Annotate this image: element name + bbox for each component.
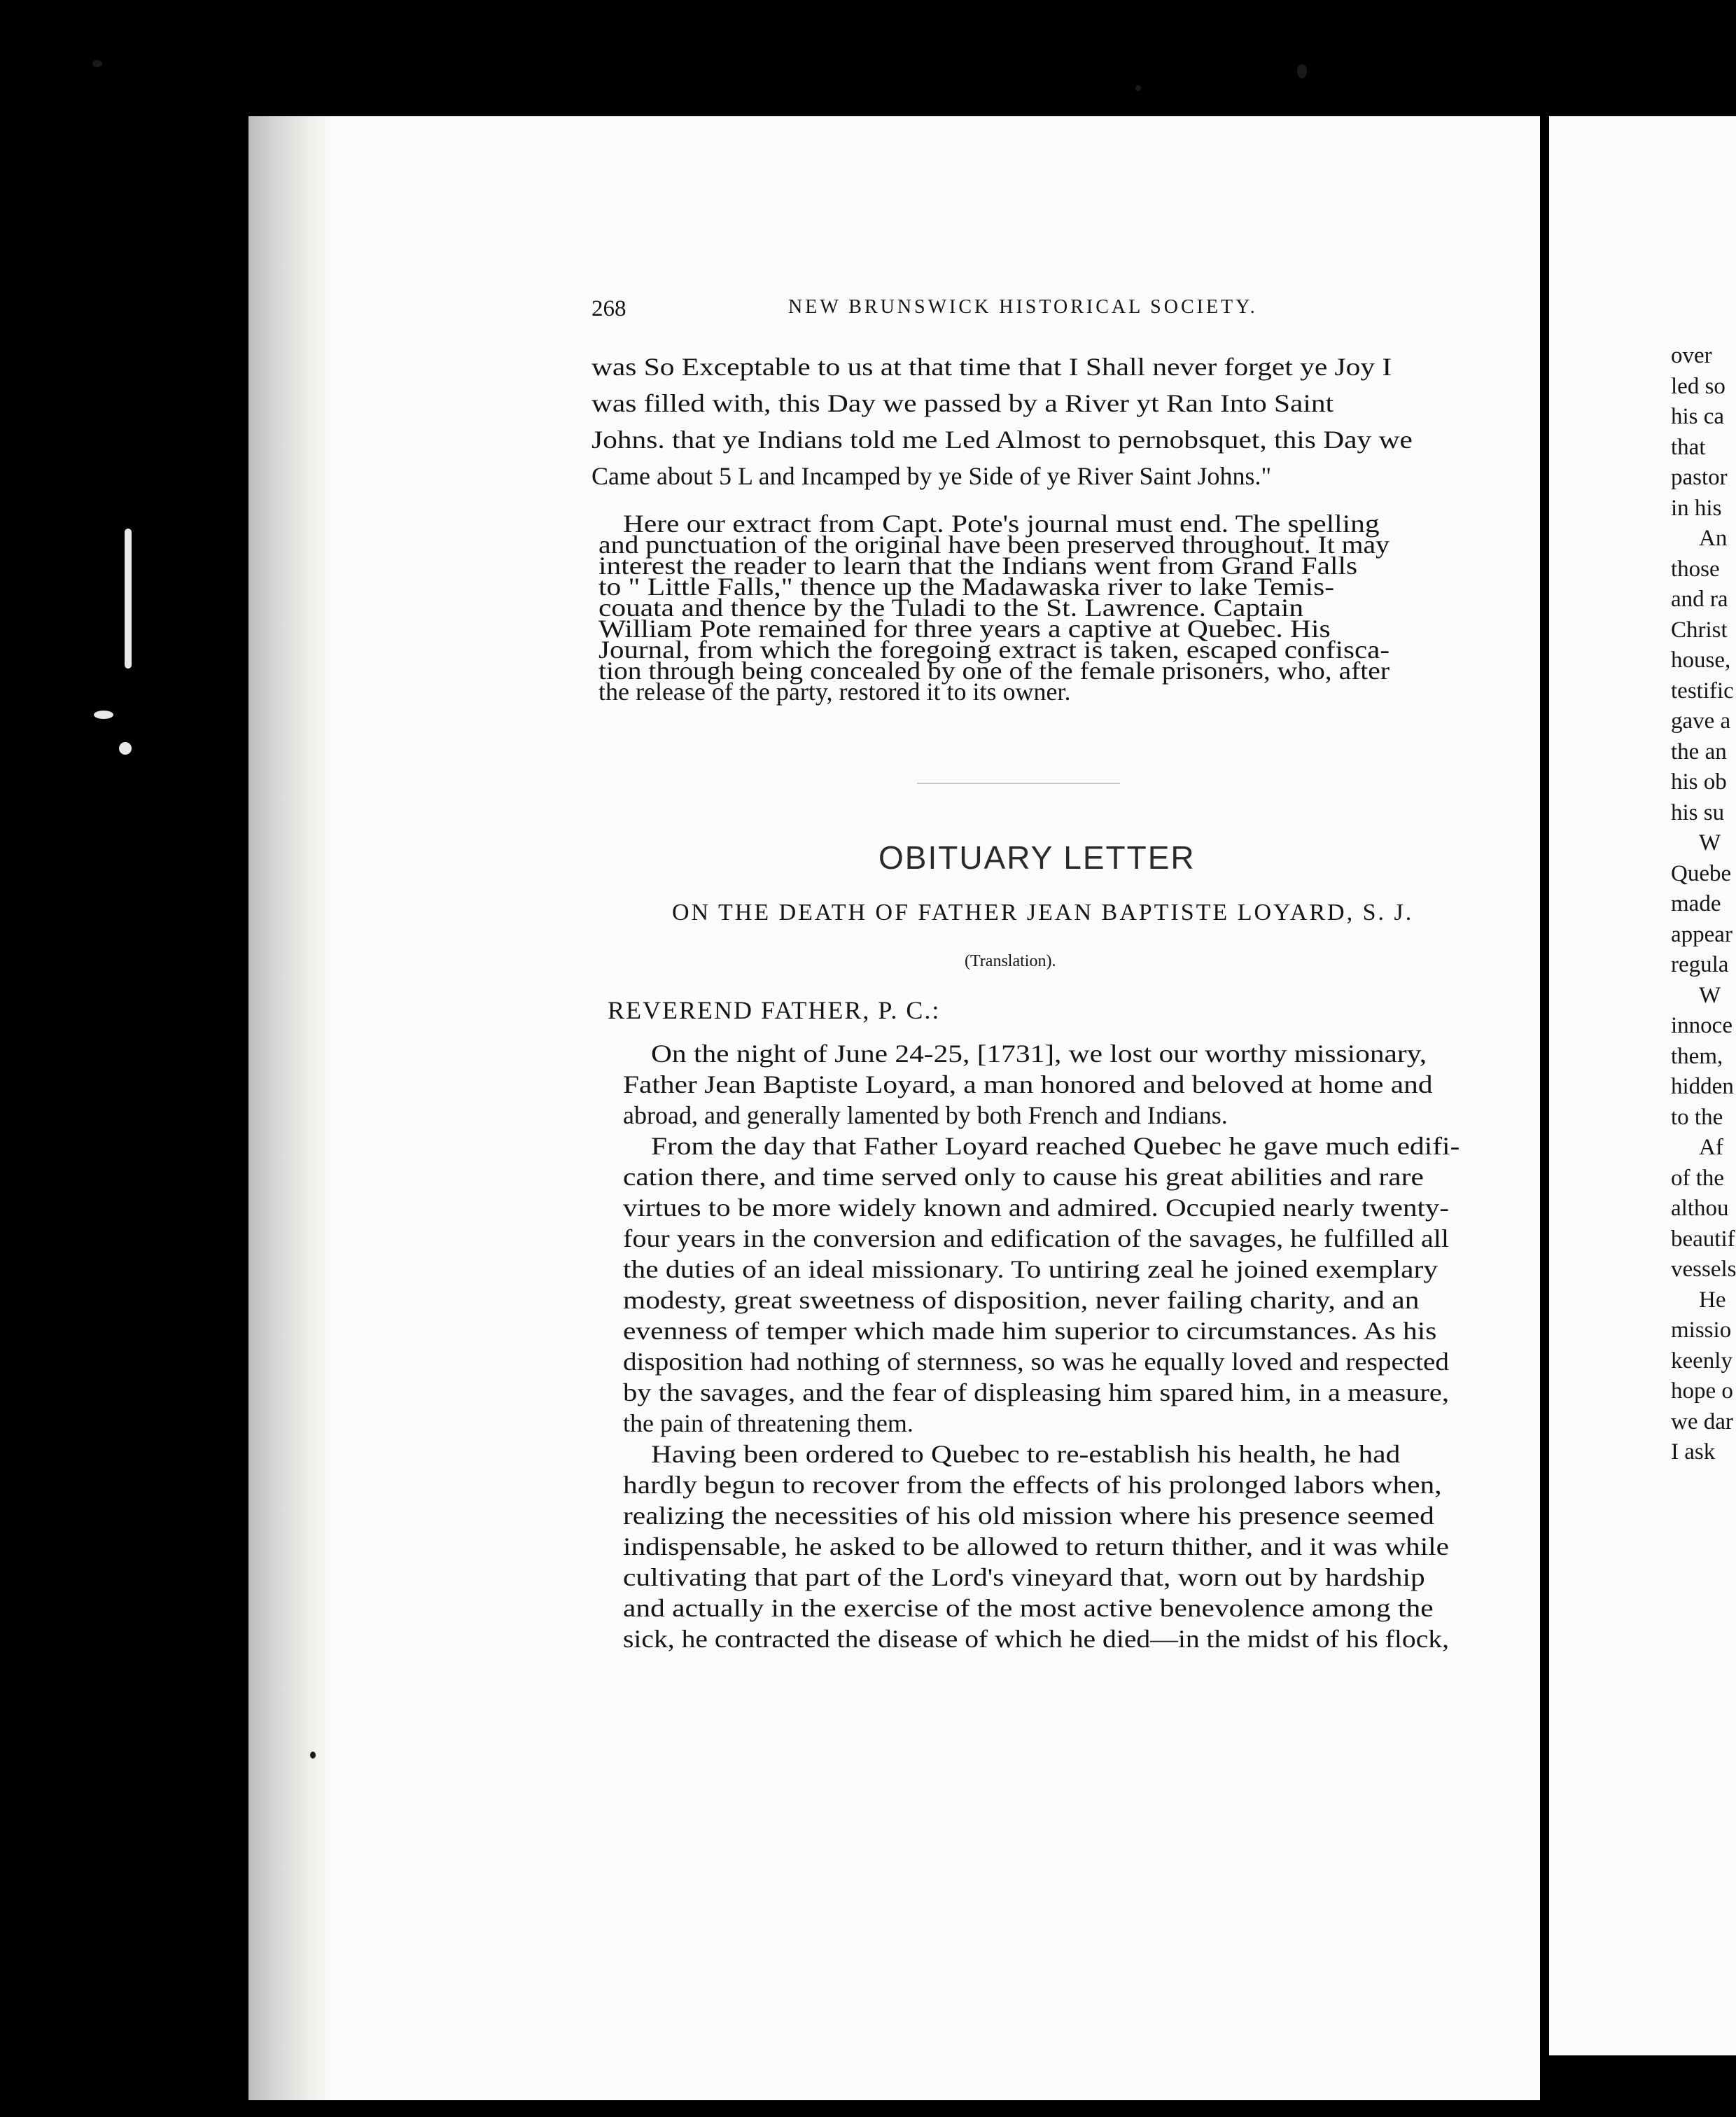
text-line: sick, he contracted the disease of which he died—in the midst of his flock, [623, 1625, 1449, 1653]
text-line: indispensable, he asked to be allowed to return thither, and it was while [623, 1532, 1449, 1560]
text-line: those [1671, 556, 1720, 582]
text-line: appear [1671, 921, 1732, 947]
text-line: Here our extract from Capt. Pote's journal must end. The spelling [623, 510, 1380, 538]
scan-speck [125, 529, 132, 669]
scan-speck [92, 60, 102, 67]
salutation: REVEREND FATHER, P. C.: [608, 996, 941, 1024]
text-line: keenly [1671, 1348, 1732, 1374]
text-line: his ca [1671, 404, 1725, 429]
text-line: regula [1671, 952, 1729, 977]
text-line: the duties of an ideal missionary. To untiring zeal he joined exemplary [623, 1255, 1438, 1283]
text-line: evenness of temper which made him superior to circumstances. As his [623, 1317, 1437, 1345]
text-line: cation there, and time served only to cause his great abilities and rare [623, 1163, 1424, 1191]
text-line: Quebe [1671, 860, 1732, 886]
text-line: On the night of June 24-25, [1731], we lost our worthy missionary, [651, 1040, 1427, 1068]
text-line: virtues to be more widely known and admired. Occupied nearly twenty- [623, 1194, 1449, 1222]
text-line: to " Little Falls," thence up the Madawaska river to lake Temis- [598, 573, 1335, 601]
text-line: that [1671, 434, 1706, 460]
text-line: hidden [1671, 1074, 1734, 1099]
text-line: and punctuation of the original have been preserved throughout. It may [598, 531, 1390, 559]
text-line: couata and thence by the Tuladi to the St. Lawrence. Captain [598, 594, 1304, 622]
text-line: the an [1671, 739, 1727, 764]
text-line: by the savages, and the fear of displeasing him spared him, in a measure, [623, 1378, 1449, 1406]
obituary-heading: OBITUARY LETTER [878, 839, 1196, 876]
text-line: modesty, great sweetness of disposition, never failing charity, and an [623, 1286, 1420, 1314]
running-title: NEW BRUNSWICK HISTORICAL SOCIETY. [788, 296, 1258, 318]
text-line: made [1671, 891, 1721, 916]
section-divider [917, 783, 1120, 784]
text-line: W [1699, 830, 1721, 855]
text-line: pastor [1671, 465, 1728, 490]
scan-speck [119, 742, 132, 755]
text-line: house, [1671, 648, 1731, 673]
text-line: realizing the necessities of his old mission where his presence seemed [623, 1502, 1434, 1530]
text-line: them, [1671, 1043, 1723, 1069]
text-line: led so [1671, 373, 1726, 399]
text-line: over [1671, 343, 1712, 368]
text-line: Having been ordered to Quebec to re-establish his health, he had [651, 1440, 1401, 1468]
text-line: testific [1671, 678, 1734, 704]
text-line: Af [1699, 1135, 1723, 1160]
text-line: hardly begun to recover from the effects of his prolonged labors when, [623, 1471, 1442, 1499]
text-line: Father Jean Baptiste Loyard, a man honored and beloved at home and [623, 1070, 1433, 1098]
text-line: Came about 5 L and Incamped by ye Side of ye River Saint Johns." [592, 462, 1272, 490]
text-line: I ask [1671, 1439, 1716, 1465]
text-line: in his [1671, 495, 1722, 521]
scan-speck [1297, 64, 1307, 78]
text-line: althou [1671, 1196, 1729, 1221]
text-line: his su [1671, 799, 1725, 825]
text-line: gave a [1671, 708, 1731, 734]
text-line: He [1699, 1287, 1726, 1313]
text-line: vessels [1671, 1257, 1736, 1282]
text-line: disposition had nothing of sternness, so was he equally loved and respected [623, 1348, 1449, 1376]
text-line: of the [1671, 1165, 1725, 1191]
page-number: 268 [592, 296, 626, 321]
text-line: tion through being concealed by one of the female prisoners, who, after [598, 657, 1390, 685]
text-line: and actually in the exercise of the most active benevolence among the [623, 1594, 1434, 1622]
text-line: innoce [1671, 1013, 1732, 1038]
text-line: to the [1671, 1104, 1723, 1130]
text-line: hope o [1671, 1378, 1733, 1404]
text-line: we dar [1671, 1409, 1733, 1434]
text-line: the release of the party, restored it to its owner. [598, 678, 1071, 706]
obituary-subheading: ON THE DEATH OF FATHER JEAN BAPTISTE LOYARD, S. J. [672, 900, 1414, 925]
text-line: missio [1671, 1318, 1732, 1343]
text-line: interest the reader to learn that the Indians went from Grand Falls [598, 552, 1358, 580]
scan-speck [1135, 85, 1141, 91]
text-line: four years in the conversion and edification of the savages, he fulfilled all [623, 1224, 1449, 1252]
text-line: From the day that Father Loyard reached Quebec he gave much edifi- [651, 1132, 1460, 1160]
page-edge-shadow [248, 116, 332, 2100]
text-line: Journal, from which the foregoing extract is taken, escaped confisca- [598, 636, 1390, 664]
text-line: abroad, and generally lamented by both French and Indians. [623, 1101, 1228, 1129]
text-line: was So Exceptable to us at that time that I Shall never forget ye Joy I [592, 353, 1392, 381]
translation-note: (Translation). [965, 952, 1056, 970]
text-line: was filled with, this Day we passed by a River yt Ran Into Saint [592, 389, 1334, 417]
text-line: W [1699, 982, 1721, 1008]
scan-speck [94, 711, 113, 719]
text-line: and ra [1671, 587, 1728, 612]
text-line: An [1699, 526, 1728, 551]
text-line: William Pote remained for three years a captive at Quebec. His [598, 615, 1331, 643]
text-line: Johns. that ye Indians told me Led Almost to pernobsquet, this Day we [592, 426, 1413, 454]
text-line: the pain of threatening them. [623, 1409, 913, 1437]
scan-speck [310, 1752, 316, 1759]
text-line: his ob [1671, 769, 1727, 795]
text-line: Christ [1671, 617, 1728, 643]
text-line: beautif [1671, 1226, 1735, 1252]
text-line: cultivating that part of the Lord's vineyard that, worn out by hardship [623, 1563, 1425, 1591]
